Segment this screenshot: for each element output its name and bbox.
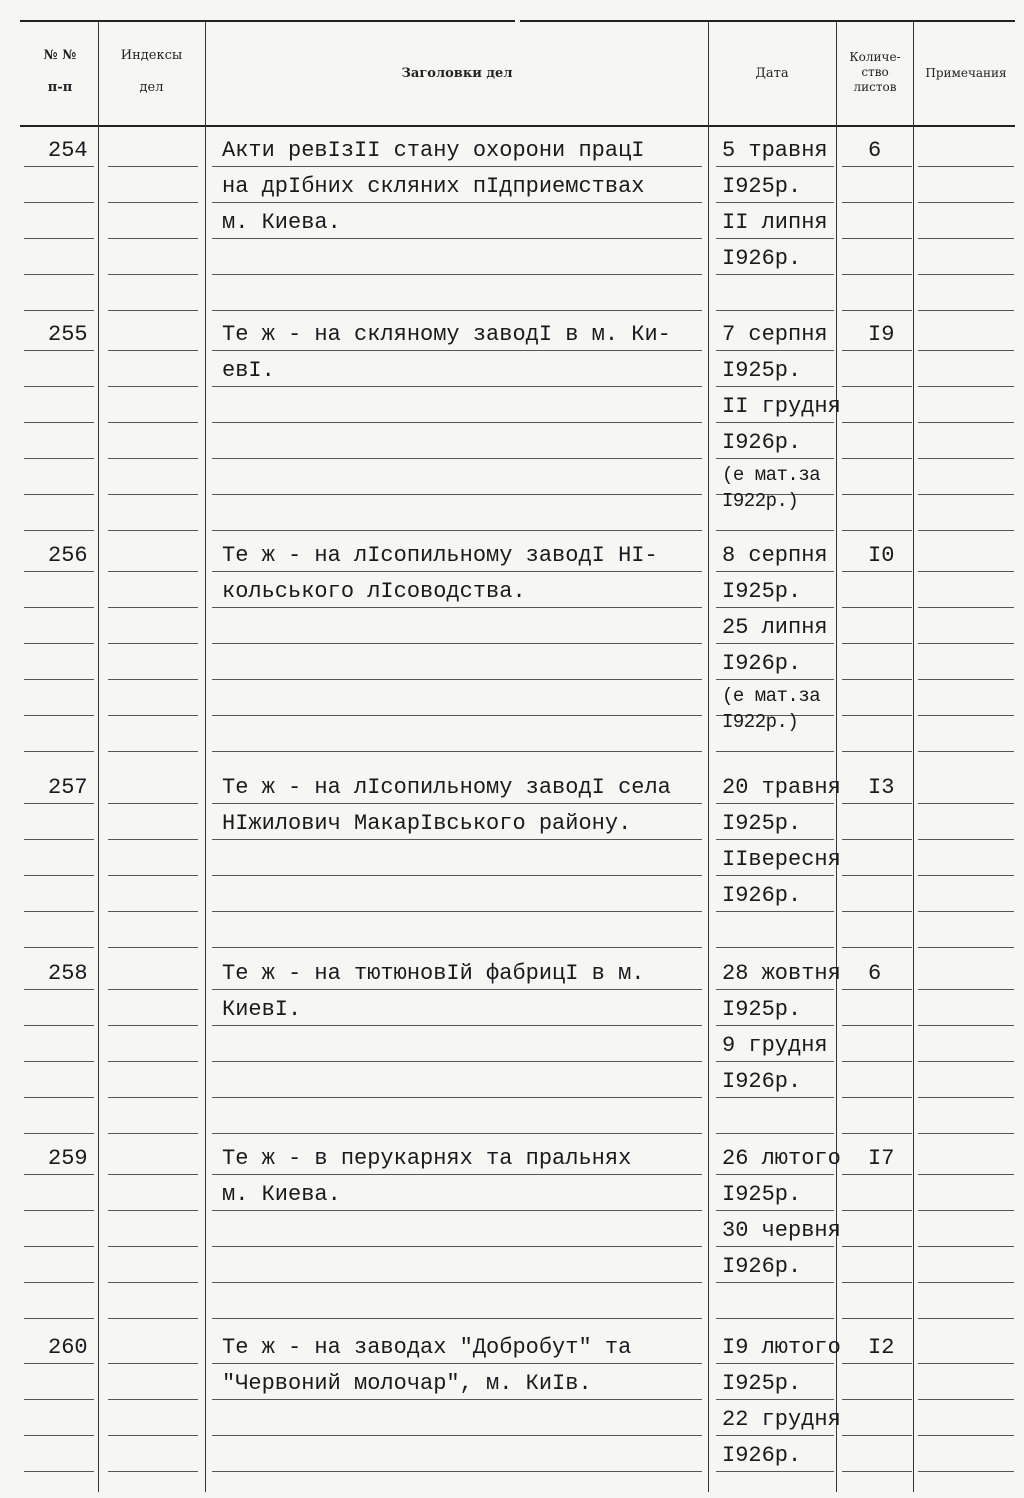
record-sheet-count: I0 xyxy=(868,543,895,568)
rule-line xyxy=(842,839,912,840)
record-title-line: "Червоний молочар", м. КиIв. xyxy=(222,1371,592,1396)
rule-line xyxy=(108,202,198,203)
rule-line xyxy=(716,679,834,680)
rule-line xyxy=(24,494,94,495)
rule-line xyxy=(212,1282,702,1283)
rule-line xyxy=(716,607,834,608)
rule-line xyxy=(24,422,94,423)
rule-line xyxy=(842,875,912,876)
record-date-line: 25 липня xyxy=(722,615,828,640)
record-date-line: I926р. xyxy=(722,651,802,676)
record-date-line: 5 травня xyxy=(722,138,828,163)
rule-line xyxy=(24,1318,94,1319)
header-title: Заголовки дел xyxy=(401,66,513,81)
rule-line xyxy=(842,803,912,804)
rule-line xyxy=(918,1025,1014,1026)
record-title-line: на дрIбних скляних пIдприемствах xyxy=(222,174,645,199)
rule-line xyxy=(212,911,702,912)
rule-line xyxy=(108,422,198,423)
rule-line xyxy=(716,386,834,387)
rule-line xyxy=(212,1133,702,1134)
record-date-line: II липня xyxy=(722,210,828,235)
rule-line xyxy=(212,202,702,203)
rule-line xyxy=(918,166,1014,167)
rule-line xyxy=(24,1471,94,1472)
rule-line xyxy=(212,350,702,351)
record-date-line: I925р. xyxy=(722,1371,802,1396)
rule-line xyxy=(716,310,834,311)
rule-line xyxy=(108,571,198,572)
rule-line xyxy=(24,1061,94,1062)
rule-line xyxy=(842,1246,912,1247)
rule-line xyxy=(212,571,702,572)
rule-line xyxy=(918,1174,1014,1175)
rule-line xyxy=(918,1246,1014,1247)
record-number: 257 xyxy=(48,775,88,800)
rule-line xyxy=(108,679,198,680)
header-number-sub: п-п xyxy=(47,80,73,95)
record-sheet-count: I3 xyxy=(868,775,895,800)
rule-line xyxy=(842,530,912,531)
record-sheet-count: 6 xyxy=(868,961,882,986)
rule-line xyxy=(24,1399,94,1400)
record-number: 259 xyxy=(48,1146,88,1171)
rule-line xyxy=(108,1363,198,1364)
record-date-line: I925р. xyxy=(722,997,802,1022)
rule-line xyxy=(24,350,94,351)
rule-line xyxy=(108,875,198,876)
rule-line xyxy=(24,166,94,167)
rule-line xyxy=(716,274,834,275)
record-title-line: евI. xyxy=(222,358,275,383)
rule-line xyxy=(24,530,94,531)
rule-line xyxy=(842,1061,912,1062)
rule-line xyxy=(842,571,912,572)
record-date-line: I926р. xyxy=(722,1443,802,1468)
rule-line xyxy=(108,911,198,912)
rule-line xyxy=(918,1210,1014,1211)
rule-line xyxy=(842,1025,912,1026)
rule-line xyxy=(108,166,198,167)
rule-line xyxy=(24,911,94,912)
rule-line xyxy=(108,238,198,239)
rule-line xyxy=(918,1471,1014,1472)
record-date-line: 8 серпня xyxy=(722,543,828,568)
rule-line xyxy=(108,386,198,387)
rule-line xyxy=(918,679,1014,680)
rule-line xyxy=(918,989,1014,990)
rule-line xyxy=(918,803,1014,804)
rule-line xyxy=(716,1435,834,1436)
record-date-line: (е мат.за xyxy=(722,464,821,486)
rule-line xyxy=(108,1435,198,1436)
rule-line xyxy=(24,947,94,948)
rule-line xyxy=(842,947,912,948)
rule-line xyxy=(108,643,198,644)
rule-line xyxy=(716,350,834,351)
rule-line xyxy=(716,803,834,804)
rule-line xyxy=(842,1471,912,1472)
rule-line xyxy=(842,422,912,423)
rule-line xyxy=(212,1471,702,1472)
rule-line xyxy=(108,458,198,459)
rule-line xyxy=(918,274,1014,275)
rule-line xyxy=(842,1133,912,1134)
rule-line xyxy=(212,494,702,495)
rule-line xyxy=(716,947,834,948)
divider-date xyxy=(836,22,837,1492)
rule-line xyxy=(24,1210,94,1211)
record-date-line: I926р. xyxy=(722,430,802,455)
rule-line xyxy=(842,310,912,311)
rule-line xyxy=(212,1246,702,1247)
rule-line xyxy=(212,274,702,275)
record-date-line: IIвересня xyxy=(722,847,841,872)
rule-line xyxy=(24,1174,94,1175)
rule-line xyxy=(716,1061,834,1062)
record-number: 255 xyxy=(48,322,88,347)
rule-line xyxy=(842,458,912,459)
rule-line xyxy=(918,494,1014,495)
record-number: 256 xyxy=(48,543,88,568)
rule-line xyxy=(842,386,912,387)
rule-line xyxy=(108,839,198,840)
rule-line xyxy=(842,274,912,275)
divider-index xyxy=(205,22,206,1492)
record-date-line: 7 серпня xyxy=(722,322,828,347)
rule-line xyxy=(842,1318,912,1319)
record-date-line: 26 лютого xyxy=(722,1146,841,1171)
rule-line xyxy=(212,1435,702,1436)
rule-line xyxy=(716,458,834,459)
divider-count xyxy=(913,22,914,1492)
rule-line xyxy=(716,202,834,203)
rule-line xyxy=(918,350,1014,351)
rule-line xyxy=(842,679,912,680)
record-sheet-count: I2 xyxy=(868,1335,895,1360)
rule-line xyxy=(716,530,834,531)
record-date-line: I9 лютого xyxy=(722,1335,841,1360)
rule-line xyxy=(24,679,94,680)
rule-line xyxy=(716,875,834,876)
record-number: 258 xyxy=(48,961,88,986)
record-title-line: Акти ревIзII стану охорони працI xyxy=(222,138,645,163)
rule-line xyxy=(842,1097,912,1098)
rule-line xyxy=(212,422,702,423)
record-title-line: Те ж - в перукарнях та пральнях xyxy=(222,1146,632,1171)
rule-line xyxy=(108,494,198,495)
rule-line xyxy=(24,839,94,840)
rule-line xyxy=(716,751,834,752)
rule-line xyxy=(918,530,1014,531)
record-date-line: I926р. xyxy=(722,246,802,271)
rule-line xyxy=(716,1399,834,1400)
record-title-line: м. Киева. xyxy=(222,1182,341,1207)
rule-line xyxy=(24,875,94,876)
rule-line xyxy=(918,911,1014,912)
record-date-line: I922р.) xyxy=(722,490,799,512)
rule-line xyxy=(24,1363,94,1364)
rule-line xyxy=(108,751,198,752)
rule-line xyxy=(716,1246,834,1247)
rule-line xyxy=(212,1097,702,1098)
rule-line xyxy=(716,166,834,167)
rule-line xyxy=(108,1399,198,1400)
rule-line xyxy=(918,715,1014,716)
rule-line xyxy=(108,350,198,351)
rule-line xyxy=(842,911,912,912)
rule-line xyxy=(24,1435,94,1436)
record-title-line: Те ж - на заводах "Добробут" та xyxy=(222,1335,632,1360)
rule-line xyxy=(24,607,94,608)
rule-line xyxy=(918,310,1014,311)
rule-line xyxy=(716,1318,834,1319)
rule-line xyxy=(716,1025,834,1026)
rule-line xyxy=(108,803,198,804)
rule-line xyxy=(212,238,702,239)
rule-line xyxy=(842,166,912,167)
record-date-line: 9 грудня xyxy=(722,1033,828,1058)
rule-line xyxy=(842,1210,912,1211)
record-title-line: Те ж - на лIсопильному заводI села xyxy=(222,775,671,800)
rule-line xyxy=(212,1210,702,1211)
rule-line xyxy=(24,1133,94,1134)
record-date-line: I925р. xyxy=(722,174,802,199)
rule-line xyxy=(212,458,702,459)
rule-line xyxy=(842,1363,912,1364)
record-sheet-count: I9 xyxy=(868,322,895,347)
rule-line xyxy=(212,875,702,876)
rule-line xyxy=(918,947,1014,948)
record-date-line: I925р. xyxy=(722,579,802,604)
rule-line xyxy=(24,202,94,203)
record-title-line: Те ж - на скляному заводI в м. Ки- xyxy=(222,322,671,347)
rule-line xyxy=(842,494,912,495)
rule-line xyxy=(108,530,198,531)
rule-line xyxy=(24,1025,94,1026)
rule-line xyxy=(918,1097,1014,1098)
rule-line xyxy=(918,1399,1014,1400)
rule-line xyxy=(24,803,94,804)
rule-line xyxy=(24,989,94,990)
rule-line xyxy=(108,1318,198,1319)
rule-line xyxy=(716,571,834,572)
rule-line xyxy=(918,202,1014,203)
rule-line xyxy=(212,1061,702,1062)
rule-line xyxy=(716,1133,834,1134)
rule-line xyxy=(108,310,198,311)
rule-line xyxy=(716,1097,834,1098)
rule-line xyxy=(108,1246,198,1247)
rule-line xyxy=(716,839,834,840)
header-number: № № xyxy=(43,48,77,63)
rule-line xyxy=(212,166,702,167)
rule-line xyxy=(212,1363,702,1364)
rule-line xyxy=(716,1471,834,1472)
divider-title xyxy=(708,22,709,1492)
rule-line xyxy=(842,751,912,752)
record-date-line: 22 грудня xyxy=(722,1407,841,1432)
rule-line xyxy=(716,989,834,990)
record-date-line: I926р. xyxy=(722,883,802,908)
rule-line xyxy=(918,607,1014,608)
rule-line xyxy=(212,989,702,990)
rule-line xyxy=(842,238,912,239)
record-date-line: I925р. xyxy=(722,358,802,383)
rule-line xyxy=(212,1318,702,1319)
rule-line xyxy=(918,1061,1014,1062)
rule-line xyxy=(842,989,912,990)
rule-line xyxy=(108,1097,198,1098)
rule-line xyxy=(212,386,702,387)
rule-line xyxy=(918,1282,1014,1283)
rule-line xyxy=(24,386,94,387)
rule-line xyxy=(108,607,198,608)
rule-line xyxy=(842,607,912,608)
rule-line xyxy=(108,947,198,948)
rule-line xyxy=(108,1133,198,1134)
rule-line xyxy=(842,715,912,716)
rule-line xyxy=(716,1363,834,1364)
rule-line xyxy=(108,715,198,716)
header-notes: Примечания xyxy=(925,66,1007,80)
top-rule-right xyxy=(520,20,1015,22)
rule-line xyxy=(842,1435,912,1436)
rule-line xyxy=(24,1282,94,1283)
record-title-line: КиевI. xyxy=(222,997,302,1022)
rule-line xyxy=(212,1025,702,1026)
rule-line xyxy=(24,751,94,752)
rule-line xyxy=(716,643,834,644)
record-date-line: 28 жовтня xyxy=(722,961,841,986)
rule-line xyxy=(842,1174,912,1175)
record-date-line: II грудня xyxy=(722,394,841,419)
rule-line xyxy=(212,679,702,680)
rule-line xyxy=(24,238,94,239)
rule-line xyxy=(24,1246,94,1247)
rule-line xyxy=(716,1210,834,1211)
rule-line xyxy=(842,1399,912,1400)
record-date-line: (е мат.за xyxy=(722,685,821,707)
rule-line xyxy=(918,839,1014,840)
rule-line xyxy=(212,803,702,804)
record-date-line: I925р. xyxy=(722,811,802,836)
rule-line xyxy=(918,1363,1014,1364)
header-date: Дата xyxy=(755,66,789,81)
rule-line xyxy=(108,1210,198,1211)
rule-line xyxy=(918,1133,1014,1134)
rule-line xyxy=(716,422,834,423)
rule-line xyxy=(716,238,834,239)
record-number: 260 xyxy=(48,1335,88,1360)
rule-line xyxy=(918,386,1014,387)
record-sheet-count: 6 xyxy=(868,138,882,163)
record-date-line: 20 травня xyxy=(722,775,841,800)
rule-line xyxy=(24,274,94,275)
rule-line xyxy=(212,947,702,948)
top-rule-left xyxy=(20,20,515,22)
record-date-line: I926р. xyxy=(722,1254,802,1279)
record-date-line: 30 червня xyxy=(722,1218,841,1243)
rule-line xyxy=(842,350,912,351)
rule-line xyxy=(918,1318,1014,1319)
record-date-line: I926р. xyxy=(722,1069,802,1094)
rule-line xyxy=(108,1061,198,1062)
header-bottom-rule xyxy=(20,125,1015,127)
record-title-line: кольського лIсоводства. xyxy=(222,579,526,604)
record-sheet-count: I7 xyxy=(868,1146,895,1171)
rule-line xyxy=(212,643,702,644)
rule-line xyxy=(716,1174,834,1175)
rule-line xyxy=(918,875,1014,876)
rule-line xyxy=(716,1282,834,1283)
rule-line xyxy=(918,238,1014,239)
rule-line xyxy=(212,839,702,840)
rule-line xyxy=(918,643,1014,644)
rule-line xyxy=(108,274,198,275)
record-date-line: I922р.) xyxy=(722,711,799,733)
rule-line xyxy=(918,751,1014,752)
rule-line xyxy=(212,751,702,752)
rule-line xyxy=(212,715,702,716)
rule-line xyxy=(24,571,94,572)
header-sheet-count: Количе- ство листов xyxy=(849,50,901,94)
record-date-line: I925р. xyxy=(722,1182,802,1207)
record-number: 254 xyxy=(48,138,88,163)
rule-line xyxy=(716,911,834,912)
rule-line xyxy=(212,1399,702,1400)
rule-line xyxy=(108,1471,198,1472)
record-title-line: Те ж - на лIсопильному заводI НI- xyxy=(222,543,658,568)
header-index-sub: дел xyxy=(139,80,164,95)
rule-line xyxy=(24,458,94,459)
rule-line xyxy=(212,530,702,531)
rule-line xyxy=(212,607,702,608)
rule-line xyxy=(918,571,1014,572)
rule-line xyxy=(918,1435,1014,1436)
rule-line xyxy=(108,989,198,990)
rule-line xyxy=(108,1174,198,1175)
rule-line xyxy=(24,643,94,644)
rule-line xyxy=(24,310,94,311)
rule-line xyxy=(918,458,1014,459)
record-title-line: НIжилович МакарIвського району. xyxy=(222,811,632,836)
header-index: Индексы xyxy=(120,48,183,63)
rule-line xyxy=(842,202,912,203)
rule-line xyxy=(842,1282,912,1283)
rule-line xyxy=(24,715,94,716)
rule-line xyxy=(108,1025,198,1026)
rule-line xyxy=(24,1097,94,1098)
rule-line xyxy=(842,643,912,644)
record-title-line: м. Киева. xyxy=(222,210,341,235)
rule-line xyxy=(212,310,702,311)
rule-line xyxy=(918,422,1014,423)
divider-number xyxy=(98,22,99,1492)
rule-line xyxy=(212,1174,702,1175)
record-title-line: Те ж - на тютюновIй фабрицI в м. xyxy=(222,961,645,986)
rule-line xyxy=(108,1282,198,1283)
